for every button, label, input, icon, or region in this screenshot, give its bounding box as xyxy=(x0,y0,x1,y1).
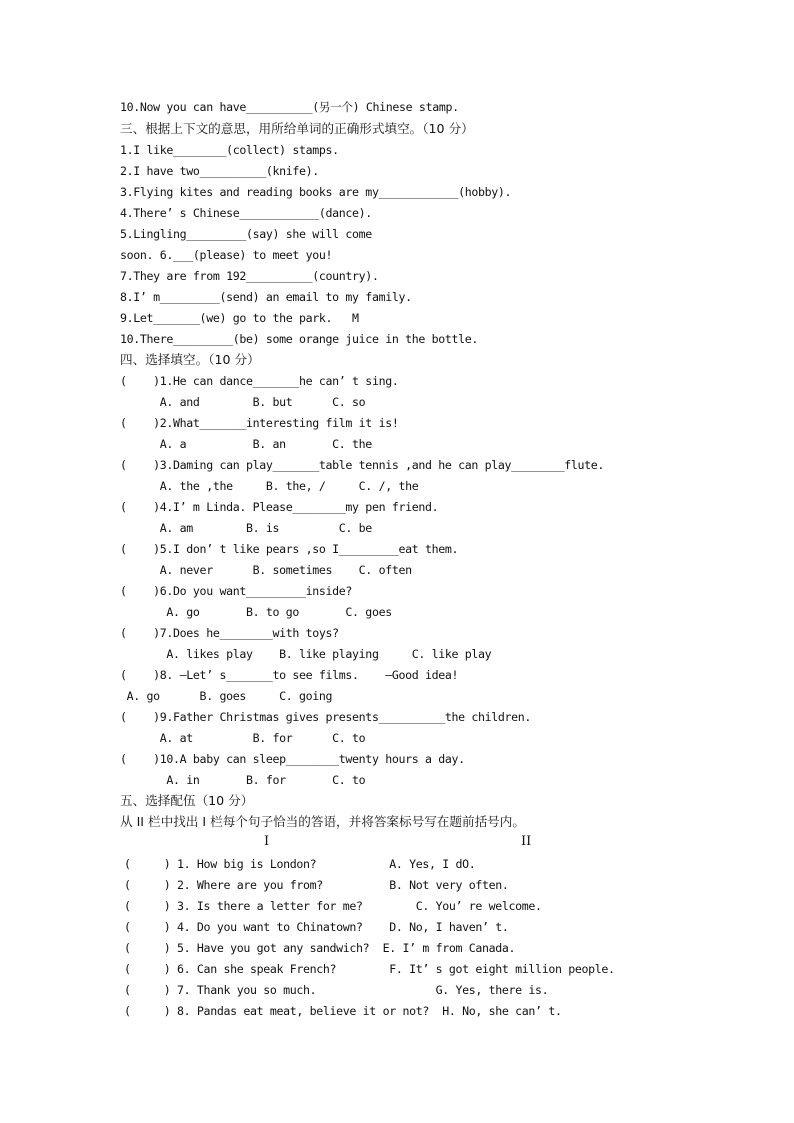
question-line: ( )3.Daming can play_______table tennis ,and he can play________flute. xyxy=(120,458,604,472)
question-line: ( )8. —Let’ s_______to see films. —Good idea! xyxy=(120,668,459,682)
options-line: A. in B. for C. to xyxy=(120,773,366,787)
options-line: A. at B. for C. to xyxy=(120,731,366,745)
question-line: soon. 6.___(please) to meet you! xyxy=(120,248,333,262)
question-line: ( )10.A baby can sleep________twenty hours a day. xyxy=(120,752,465,766)
matching-line: ( ) 4. Do you want to Chinatown? D. No, I haven’ t. xyxy=(124,920,509,934)
column-label-ii: II xyxy=(521,834,532,849)
question-line: 7.They are from 192__________(country). xyxy=(120,269,379,283)
question-line: ( )4.I’ m Linda. Please________my pen friend. xyxy=(120,500,439,514)
options-line: A. go B. goes C. going xyxy=(120,689,333,703)
options-line: A. am B. is C. be xyxy=(120,521,372,535)
question-line: ( )1.He can dance_______he can’ t sing. xyxy=(120,374,399,388)
section-heading: 三、根据上下文的意思，用所给单词的正确形式填空。（10 分） xyxy=(120,121,474,136)
question-line: 1.I like________(collect) stamps. xyxy=(120,143,339,157)
section-heading: 四、选择填空。（10 分） xyxy=(120,352,260,367)
section-heading: 五、选择配伍（10 分） xyxy=(120,793,254,808)
question-line: ( )9.Father Christmas gives presents__________the children. xyxy=(120,710,532,724)
options-line: A. and B. but C. so xyxy=(120,395,366,409)
options-line: A. likes play B. like playing C. like play xyxy=(120,647,492,661)
question-line: 10.There_________(be) some orange juice in the bottle. xyxy=(120,332,479,346)
column-label-i: I xyxy=(264,834,270,849)
options-line: A. the ,the B. the, / C. /, the xyxy=(120,479,419,493)
matching-line: ( ) 3. Is there a letter for me? C. You’ re welcome. xyxy=(124,899,542,913)
question-line: ( )2.What_______interesting film it is! xyxy=(120,416,399,430)
question-line: 5.Lingling_________(say) she will come xyxy=(120,227,372,241)
matching-line: ( ) 1. How big is London? A. Yes, I dO. xyxy=(124,857,476,871)
question-line: ( )5.I don’ t like pears ,so I_________eat them. xyxy=(120,542,459,556)
options-line: A. never B. sometimes C. often xyxy=(120,563,412,577)
section-instruction: 从 II 栏中找出 I 栏每个句子恰当的答语，并将答案标号写在题前括号内。 xyxy=(120,814,525,829)
question-line: ( )7.Does he________with toys? xyxy=(120,626,339,640)
matching-line: ( ) 2. Where are you from? B. Not very often. xyxy=(124,878,509,892)
matching-line: ( ) 6. Can she speak French? F. It’ s got eight million people. xyxy=(124,962,615,976)
question-line: 2.I have two__________(knife). xyxy=(120,164,319,178)
question-line: 8.I’ m_________(send) an email to my family. xyxy=(120,290,412,304)
matching-line: ( ) 8. Pandas eat meat, believe it or not? H. No, she can’ t. xyxy=(124,1004,562,1018)
question-line: ( )6.Do you want_________inside? xyxy=(120,584,353,598)
question-line: 10.Now you can have__________(另一个) Chinese stamp. xyxy=(120,100,459,114)
matching-line: ( ) 5. Have you got any sandwich? E. I’ m from Canada. xyxy=(124,941,516,955)
question-line: 3.Flying kites and reading books are my____________(hobby). xyxy=(120,185,512,199)
options-line: A. go B. to go C. goes xyxy=(120,605,392,619)
options-line: A. a B. an C. the xyxy=(120,437,372,451)
matching-line: ( ) 7. Thank you so much. G. Yes, there is. xyxy=(124,983,549,997)
question-line: 9.Let_______(we) go to the park. M xyxy=(120,311,359,325)
question-line: 4.There’ s Chinese____________(dance). xyxy=(120,206,372,220)
